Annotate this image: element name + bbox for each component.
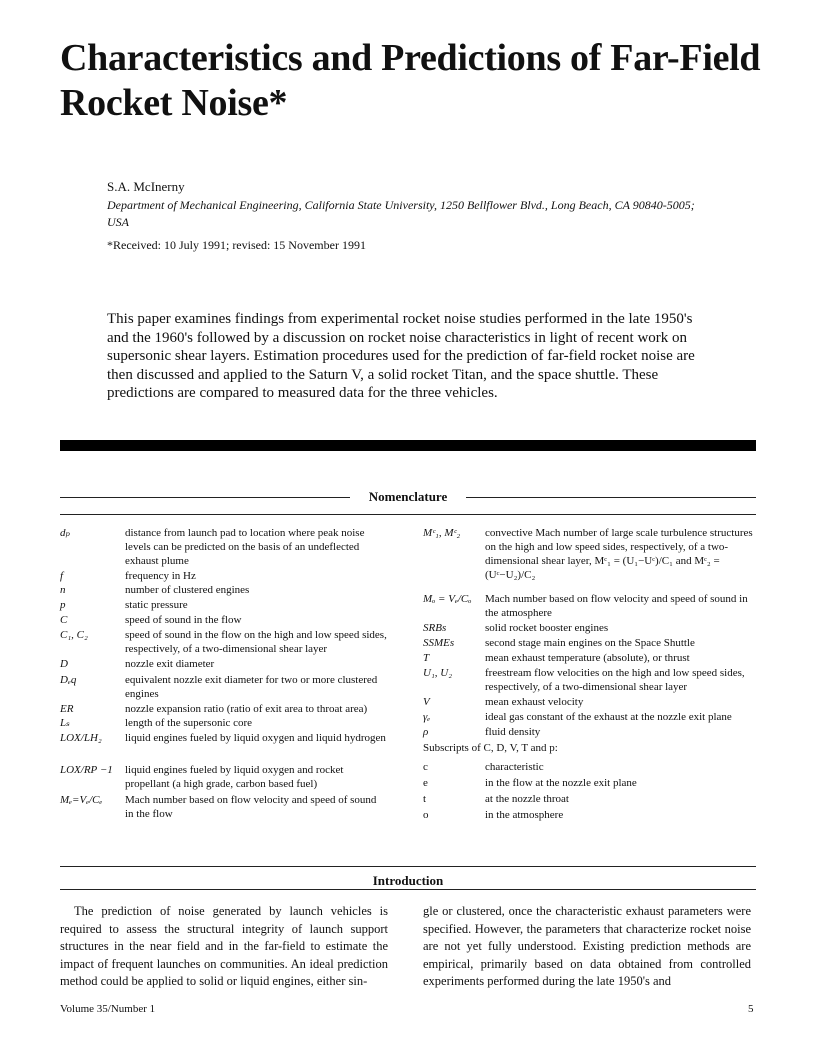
subscripts-heading: Subscripts of C, D, V, T and p: (423, 742, 558, 754)
author-affiliation: Department of Mechanical Engineering, California State University, 1250 Bellflower Blvd., Long Beach, CA 90840-5005; USA (107, 198, 695, 229)
nomen-symbol: D (60, 658, 68, 670)
introduction-column-right: gle or clustered, once the characteristic exhaust parameters were specified. However, the parameters that characterize rocket noise are not yet fully understood. Existing prediction methods are empirical, primarily based on data obtained from controlled experiments performed during the late 1950's and (423, 904, 751, 988)
introduction-column-left: The prediction of noise generated by launch vehicles is required to assess the structural integrity of launch support structures in the near field and in the far-field to estimate the impact of frequent launches on communities. An ideal prediction method could be applied to solid or liquid engines, either sin- (60, 904, 388, 988)
nomenclature-rule-left (60, 497, 350, 498)
nomen-definition: second stage main engines on the Space Shuttle (485, 637, 695, 649)
nomen-definition: number of clustered engines (125, 584, 250, 596)
nomen-definition: mean exhaust velocity (485, 696, 584, 708)
author-name: S.A. McInerny (107, 179, 185, 194)
nomen-symbol: f (60, 570, 64, 582)
nomen-definition: speed of sound in the flow on the high and low speed sides, respectively, of a two-dimensional shear layer (125, 629, 387, 655)
nomen-definition: liquid engines fueled by liquid oxygen and rocket propellant (a high grade, carbon based fuel) (125, 764, 344, 790)
nomen-symbol: Lₛ (60, 717, 70, 729)
nomenclature-rule-bottom (60, 514, 756, 515)
page-number: 5 (748, 1003, 754, 1015)
nomen-symbol: p (60, 599, 66, 611)
subscript-symbol: e (423, 777, 428, 789)
nomen-symbol: dₚ (60, 527, 70, 539)
nomen-definition: length of the supersonic core (125, 717, 253, 729)
nomenclature-rule-right (466, 497, 756, 498)
nomen-symbol: Mₒ = Vₑ/Cₒ (423, 593, 472, 605)
subscript-symbol: c (423, 761, 428, 773)
introduction-heading: Introduction (340, 873, 476, 889)
nomen-symbol: ρ (423, 726, 429, 738)
nomen-definition: frequency in Hz (125, 570, 196, 582)
nomen-symbol: Mᶜ₁, Mᶜ₂ (423, 527, 461, 539)
nomenclature-right-column (423, 526, 758, 826)
nomen-definition: convective Mach number of large scale turbulence structures on the high and low speed sides, respectively, of a two-dimensional shear layer, Mᶜ₁ = (U₁−Uᶜ)/C₁ and Mᶜ₂ = (Uᶜ−U₂)/C₂ (485, 527, 753, 581)
nomen-symbol: SSMEs (423, 637, 455, 649)
subscript-definition: at the nozzle throat (485, 793, 569, 805)
nomenclature-left-column (60, 526, 390, 826)
introduction-rule-bottom (60, 889, 756, 890)
nomen-symbol: V (423, 696, 430, 708)
nomen-symbol: C₁, C₂ (60, 629, 88, 641)
subscript-definition: characteristic (485, 761, 544, 773)
nomen-definition: nozzle exit diameter (125, 658, 215, 670)
nomen-symbol: SRBs (423, 622, 447, 634)
nomen-definition: solid rocket booster engines (485, 622, 609, 634)
nomen-symbol: C (60, 614, 68, 626)
nomen-symbol: γₑ (423, 711, 431, 723)
nomen-symbol: LOX/LH₂ (60, 732, 102, 744)
title-divider-bar (60, 440, 756, 451)
nomen-symbol: U₁, U₂ (423, 667, 453, 679)
introduction-rule-top (60, 866, 756, 867)
nomen-definition: static pressure (125, 599, 188, 611)
nomen-symbol: Dₑq (60, 674, 77, 686)
nomen-definition: ideal gas constant of the exhaust at the nozzle exit plane (485, 711, 732, 723)
nomen-symbol: ER (60, 703, 74, 715)
nomen-symbol: LOX/RP −1 (60, 764, 113, 776)
subscript-definition: in the flow at the nozzle exit plane (485, 777, 637, 789)
nomen-definition: freestream flow velocities on the high and low speed sides, respectively, of a two-dimensional shear layer (485, 667, 745, 693)
nomen-definition: equivalent nozzle exit diameter for two or more clustered engines (125, 674, 378, 700)
nomen-definition: distance from launch pad to location where peak noise levels can be predicted on the basis of an undeflected exhaust plume (125, 527, 365, 567)
abstract: This paper examines findings from experimental rocket noise studies performed in the late 1950's and the 1960's followed by a discussion on rocket noise characteristics in light of recent work on supersonic shear layers. Estimation procedures used for the prediction of far-field rocket noise are then discussed and applied to the Saturn V, a solid rocket Titan, and the space shuttle. These predictions are compared to measured data for the three vehicles. (107, 311, 695, 401)
nomen-definition: mean exhaust temperature (absolute), or thrust (485, 652, 690, 664)
nomen-symbol: n (60, 584, 66, 596)
subscript-symbol: o (423, 809, 429, 821)
nomen-definition: liquid engines fueled by liquid oxygen and liquid hydrogen (125, 732, 386, 744)
paper-title: Characteristics and Predictions of Far-Field Rocket Noise* (60, 37, 761, 124)
nomen-definition: nozzle expansion ratio (ratio of exit area to throat area) (125, 703, 368, 715)
received-dates: *Received: 10 July 1991; revised: 15 November 1991 (107, 238, 366, 252)
nomen-symbol: T (423, 652, 430, 664)
nomen-definition: fluid density (485, 726, 541, 738)
nomenclature-heading: Nomenclature (368, 489, 448, 504)
subscript-definition: in the atmosphere (485, 809, 564, 821)
nomen-definition: Mach number based on flow velocity and speed of sound in the atmosphere (485, 593, 748, 619)
subscript-symbol: t (423, 793, 427, 805)
nomen-definition: Mach number based on flow velocity and speed of sound in the flow (125, 794, 377, 820)
journal-volume: Volume 35/Number 1 (60, 1003, 156, 1015)
nomen-symbol: Mₑ=Vₑ/Cₑ (60, 794, 103, 806)
nomen-definition: speed of sound in the flow (125, 614, 242, 626)
